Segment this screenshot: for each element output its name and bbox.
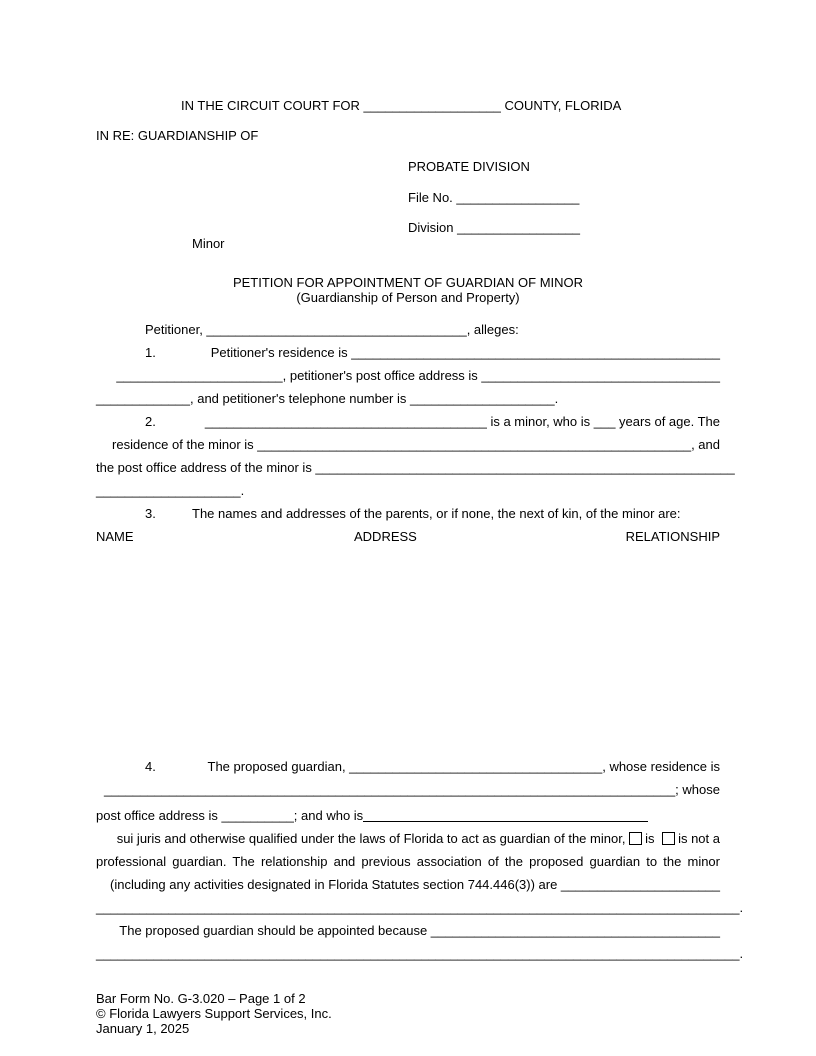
para4-line8: The proposed guardian should be appointed because ________________________________________ (119, 923, 720, 938)
sui-juris-text: sui juris and otherwise qualified under the laws of Florida to act as guardian of the minor, (116, 831, 626, 846)
para1-line3: _____________, and petitioner's telephone number is ____________________. (96, 391, 559, 406)
para4-line9: _________________________________________________________________________________________. (96, 946, 744, 961)
post-office-address-label: post office address is __________ (96, 808, 294, 823)
para2-line3: the post office address of the minor is __________________________________________________________ (96, 460, 735, 475)
is-not-professional-checkbox[interactable] (662, 832, 675, 845)
is-not-label: is not a (678, 831, 720, 846)
is-label: is (645, 831, 655, 846)
footer-copyright: © Florida Lawyers Support Services, Inc. (96, 1006, 332, 1021)
para4-line2: _______________________________________________________________________________; whose (104, 782, 720, 797)
column-header-address: ADDRESS (354, 529, 417, 544)
footer-date: January 1, 2025 (96, 1021, 190, 1036)
column-header-name: NAME (96, 529, 134, 544)
para4-line5: professional guardian. The relationship and previous association of the proposed guardian to the minor (96, 854, 720, 869)
para1-line2: _______________________, petitioner's post office address is _________________________________ (116, 368, 720, 383)
probate-division: PROBATE DIVISION (408, 159, 530, 174)
para4-line6: (including any activities designated in Florida Statutes section 744.446(3)) are ______________________ (110, 877, 720, 892)
para1-line1: Petitioner's residence is ___________________________________________________ (210, 345, 720, 360)
para2-line1: _______________________________________ is a minor, who is ___ years of age. The (204, 414, 720, 429)
footer-form-number: Bar Form No. G-3.020 – Page 1 of 2 (96, 991, 306, 1006)
para4-line4 (96, 831, 720, 846)
para2-line2: residence of the minor is ____________________________________________________________, and (112, 437, 720, 452)
para2-line4: ____________________. (96, 483, 245, 498)
is-professional-checkbox[interactable] (629, 832, 642, 845)
and-who-is-label: ; and who is (293, 808, 364, 823)
who-is-blank (363, 809, 648, 822)
division-field: Division _________________ (408, 220, 581, 235)
court-line: IN THE CIRCUIT COURT FOR ___________________ COUNTY, FLORIDA (181, 98, 622, 113)
para4-number: 4. (145, 759, 156, 774)
column-header-relationship: RELATIONSHIP (625, 529, 720, 544)
para4-line7: _________________________________________________________________________________________. (96, 900, 744, 915)
file-no-field: File No. _________________ (408, 190, 580, 205)
para4-line3 (96, 808, 648, 823)
para3-line1: The names and addresses of the parents, or if none, the next of kin, of the minor are: (192, 506, 681, 521)
document-subtitle: (Guardianship of Person and Property) (296, 290, 520, 305)
para3-number: 3. (145, 506, 156, 521)
para1-number: 1. (145, 345, 156, 360)
para4-line1: The proposed guardian, ___________________________________, whose residence is (207, 759, 720, 774)
in-re-line: IN RE: GUARDIANSHIP OF (96, 128, 259, 143)
para2-number: 2. (145, 414, 156, 429)
document-title: PETITION FOR APPOINTMENT OF GUARDIAN OF MINOR (232, 275, 584, 290)
petitioner-intro: Petitioner, ____________________________________, alleges: (145, 322, 519, 337)
minor-label: Minor (192, 236, 225, 251)
